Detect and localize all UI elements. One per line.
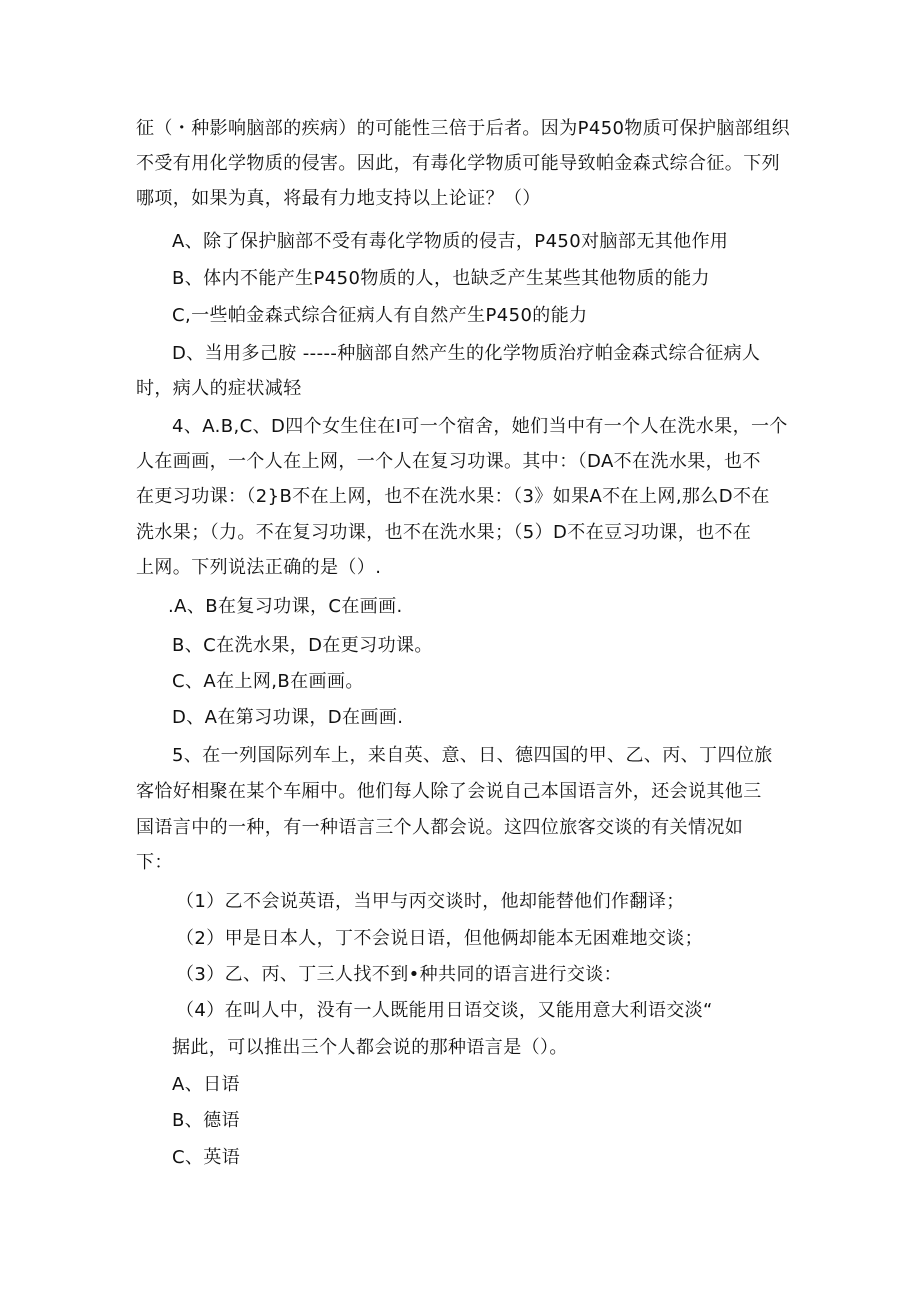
question-5-line: 下： — [136, 852, 173, 873]
question-prompt: 哪项，如果为真，将最有力地支持以上论证？（） — [136, 188, 541, 209]
question-5-line: 5、在一列国际列车上，来自英、意、日、德四国的甲、乙、丙、丁四位旅 — [172, 745, 773, 766]
question-5-option-c: C、英语 — [172, 1147, 241, 1168]
question-4-line: 洗水果；（力。不在复习功课，也不在洗水果；（5）D不在豆习功课，也不在 — [136, 522, 752, 543]
condition-1: （1）乙不会说英语，当甲与丙交谈时，他却能替他们作翻译； — [176, 891, 685, 912]
question-5-option-b: B、德语 — [172, 1110, 240, 1131]
question-4-line: 人在画画，一个人在上网，一个人在复习功课。其中：（DA不在洗水果，也不 — [136, 451, 761, 472]
question-4-line: 4、A.B,C、D四个女生住在I可一个宿舍，她们当中有一个人在洗水果，一个 — [172, 416, 788, 437]
condition-2: （2）甲是日本人，丁不会说日语，但他俩却能本无困难地交谈； — [176, 928, 704, 949]
condition-4: （4）在叫人中，没有一人既能用日语交谈，又能用意大利语交淡“ — [176, 1000, 713, 1021]
question-5-option-a: A、日语 — [172, 1074, 240, 1095]
option-d: D、当用多己胺 -----种脑部自然产生的化学物质治疗帕金森式综合征病人 — [172, 343, 761, 364]
paragraph-line: 征（・种影响脑部的疾病）的可能性三倍于后者。因为P450物质可保护脑部组织 — [136, 118, 791, 139]
question-4-prompt: 上网。下列说法正确的是（）. — [136, 557, 382, 578]
question-5-prompt: 据此，可以推出三个人都会说的那种语言是（）。 — [172, 1037, 568, 1058]
option-d-continued: 时，病人的症状减轻 — [136, 378, 302, 399]
option-c: C,一些帕金森式综合征病人有自然产生P450的能力 — [172, 305, 588, 326]
question-4-line: 在更习功课：（2}B不在上网，也不在洗水果：（3》如果A不在上网,那么D不在 — [136, 486, 770, 507]
paragraph-line: 不受有用化学物质的侵害。因此，有毒化学物质可能导致帕金森式综合征。下列 — [136, 153, 780, 174]
question-4-option-a: .A、B在复习功课，C在画画. — [168, 596, 403, 617]
option-b: B、体内不能产生P450物质的人，也缺乏产生某些其他物质的能力 — [172, 268, 710, 289]
question-5-line: 国语言中的一种，有一种语言三个人都会说。这四位旅客交谈的有关情况如 — [136, 817, 744, 838]
question-5-line: 客恰好相聚在某个车厢中。他们每人除了会说自己本国语言外，还会说其他三 — [136, 781, 762, 802]
condition-3: （3）乙、丙、丁三人找不到•种共同的语言进行交谈： — [176, 964, 623, 985]
question-4-option-d: D、A在第习功课，D在画画. — [172, 707, 404, 728]
question-4-option-c: C、A在上网,B在画画。 — [172, 671, 364, 692]
question-4-option-b: B、C在洗水果，D在更习功课。 — [172, 635, 433, 656]
option-a: A、除了保护脑部不受有毒化学物质的侵吉，P450对脑部无其他作用 — [172, 231, 729, 252]
